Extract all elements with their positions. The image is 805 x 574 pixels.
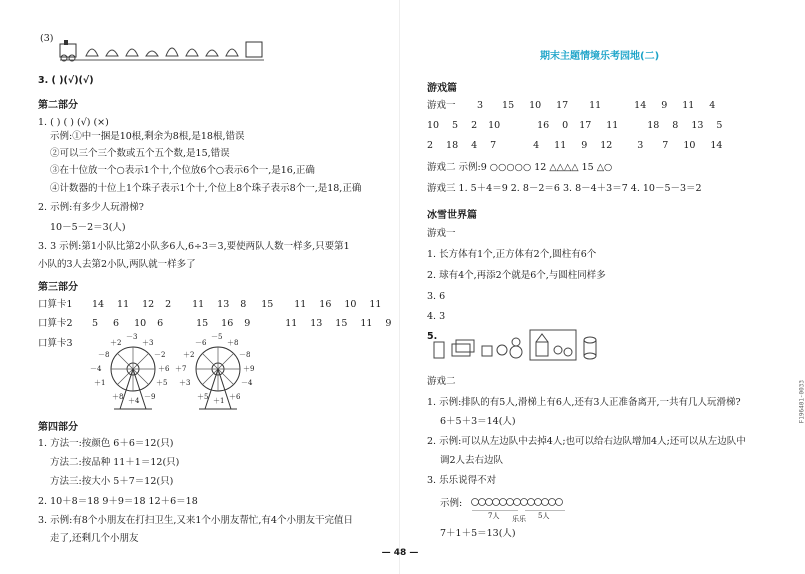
card1-value: 11 [192,299,205,310]
s2-item-1c: ③在十位放一个○表示1个十,个位放6个○表示6个一,是16,正确 [50,165,315,176]
section-3-heading: 第三部分 [38,282,78,293]
game1-value: 10 [427,120,440,131]
card2-value: 11 [285,318,298,329]
card2-value: 6 [157,318,164,329]
game1-value: 17 [579,120,592,131]
answer-3: 3. ( )(√)(√) [38,75,94,86]
wheel1-label: －2 [154,351,166,359]
card2-values [92,318,405,329]
ice2-item-2b: 调2人去右边队 [440,455,504,466]
game1-value: 2 [471,120,478,131]
card1-value: 8 [240,299,247,310]
card2-value: 9 [385,318,392,329]
wheel1-label: ＋2 [110,339,122,347]
card2-value: 16 [221,318,234,329]
queue-circles-image [470,496,568,508]
ferris-wheel-1 [90,335,176,413]
card2-value: 15 [196,318,209,329]
s2-item-3: 3. 3 示例:第1小队比第2小队多6人,6÷3＝3,要使两队人数一样多,只要第1 [38,241,350,252]
section-4-heading: 第四部分 [38,422,78,433]
card1-value: 14 [92,299,105,310]
game1-value: 11 [606,120,619,131]
wheel1-label: －8 [98,351,110,359]
wheel1-label: ＋4 [128,397,140,405]
game1-row2 [427,120,730,131]
s4-item-1c: 方法三:按大小 5＋7＝12(只) [50,476,174,487]
wheel1-label: ＋8 [112,393,124,401]
game1-value: 14 [710,140,723,151]
game1-value: 11 [554,140,567,151]
s2-item-1d: ④计数器的十位上1个珠子表示1个十,个位上8个珠子表示8个一,是18,正确 [50,183,362,194]
s2-item-2a: 10－5－2＝3(人) [50,222,126,233]
ice-game2-label: 游戏二 [427,376,456,387]
game1-value: 17 [556,100,569,111]
card3-label: 口算卡3 [38,338,73,349]
game1-value: 0 [562,120,569,131]
ice-item-4: 4. 3 [427,311,446,322]
s2-item-1: 1. ( ) ( ) (√) (×) [38,117,109,128]
game2-line: 游戏二 示例:9 ○○○○○ 12 △△△△ 15 △○ [427,162,613,173]
game1-value: 3 [477,100,484,111]
card1-value: 12 [142,299,155,310]
card1-value: 11 [369,299,382,310]
game1-value: 4 [471,140,478,151]
s4-item-2: 2. 10＋8＝18 9＋9＝18 12＋6＝18 [38,496,198,507]
item-3-label: (3) [40,33,54,44]
wheel2-label: －5 [211,333,223,341]
card2-value: 5 [92,318,99,329]
card1-value: 2 [165,299,172,310]
game1-value: 4 [533,140,540,151]
wheel2-label: －8 [239,351,251,359]
solid-shapes-image [432,328,602,362]
wheel1-label: －4 [90,365,102,373]
game1-value: 5 [452,120,459,131]
card1-value: 10 [344,299,357,310]
ice2-item-2: 2. 示例:可以从左边队中去掉4人;也可以给右边队增加4人;还可以从左边队中 [427,436,746,447]
card1-value: 15 [261,299,274,310]
s4-item-3b: 走了,还剩几个小朋友 [50,533,139,544]
wheel1-label: －9 [144,393,156,401]
card2-value: 10 [134,318,147,329]
ice-game1-label: 游戏一 [427,228,456,239]
wheel2-label: ＋9 [243,365,255,373]
game1-row3 [427,140,726,151]
s2-item-2: 2. 示例:有多少人玩滑梯? [38,202,144,213]
queue-label-5: 5人 [538,512,550,520]
wheel2-label: －4 [241,379,253,387]
card2-value: 15 [335,318,348,329]
wheel1-label: ＋1 [94,379,106,387]
wheel1-label: ＋3 [142,339,154,347]
game1-value: 12 [600,140,613,151]
wheel2-label: ＋7 [175,365,187,373]
s2-item-3b: 小队的3人去第2小队,两队就一样多了 [38,259,196,270]
card1-label: 口算卡1 [38,299,73,310]
ice2-item-1: 1. 示例:排队的有5人,滑梯上有6人,还有3人正准备离开,一共有几人玩滑梯? [427,397,741,408]
game1-value: 18 [446,140,459,151]
game1-value: 10 [488,120,501,131]
game1-value: 8 [672,120,679,131]
card2-value: 9 [244,318,251,329]
wheel2-label: ＋1 [213,397,225,405]
wheel2-label: －6 [195,339,207,347]
ice2-item-3b: 7＋1＋5＝13(人) [440,528,516,539]
card2-label: 口算卡2 [38,318,73,329]
page-number: — 48 — [381,548,419,558]
ice-item-3: 3. 6 [427,291,446,302]
game1-value: 7 [662,140,669,151]
ice2-item-3: 3. 乐乐说得不对 [427,475,497,486]
card2-value: 13 [310,318,323,329]
game1-value: 16 [537,120,550,131]
game1-value: 14 [634,100,647,111]
game1-value: 11 [589,100,602,111]
game1-value: 2 [427,140,434,151]
card1-value: 11 [117,299,130,310]
ice-item-1: 1. 长方体有1个,正方体有2个,圆柱有6个 [427,249,597,260]
s4-item-3: 3. 示例:有8个小朋友在打扫卫生,又来1个小朋友帮忙,有4个小朋友干完值日 [38,515,353,526]
ice2-example-label: 示例: [440,498,463,509]
card1-value: 13 [217,299,230,310]
card1-value: 16 [319,299,332,310]
wheel2-label: ＋8 [227,339,239,347]
wheel2-label: ＋2 [183,351,195,359]
game1-value: 13 [691,120,704,131]
queue-label-lele: 乐乐 [512,515,526,523]
game1-value: 9 [661,100,668,111]
card1-value: 11 [294,299,307,310]
s2-item-1a: 示例:①中一捆是10根,剩余为8根,是18根,错误 [50,131,245,142]
s4-item-1: 1. 方法一:按颜色 6＋6＝12(只) [38,438,174,449]
game1-value: 5 [716,120,723,131]
game1-value: 10 [529,100,542,111]
wheel1-label: ＋6 [158,365,170,373]
wheel1-label: ＋5 [156,379,168,387]
card2-value: 11 [360,318,373,329]
game1-label: 游戏一 [427,100,456,111]
wheel2-label: ＋6 [229,393,241,401]
game1-value: 9 [581,140,588,151]
game1-value: 15 [502,100,515,111]
game1-row1 [477,100,723,111]
ice2-item-1b: 6＋5＋3＝14(人) [440,416,516,427]
ice-item-5: 5. [427,331,438,342]
section-2-heading: 第二部分 [38,100,78,111]
page-fold [399,0,400,574]
card1-values [92,299,389,310]
game1-value: 4 [709,100,716,111]
ice-section-heading: 冰雪世界篇 [427,210,477,221]
game1-value: 18 [647,120,660,131]
game1-value: 11 [682,100,695,111]
s4-item-1b: 方法二:按品种 11＋1＝12(只) [50,457,180,468]
s2-item-1b: ②可以三个三个数或五个五个数,是15,错误 [50,148,230,159]
wheel1-label: －3 [126,333,138,341]
wheel2-label: ＋5 [197,393,209,401]
ferris-wheel-2 [175,335,261,413]
card2-value: 6 [113,318,120,329]
game-section-heading: 游戏篇 [427,83,457,94]
ice-item-2: 2. 球有4个,再添2个就是6个,与圆柱同样多 [427,270,606,281]
game1-value: 7 [490,140,497,151]
animal-train-image [58,38,268,62]
side-code: F196401-0033 [798,380,805,424]
game1-value: 3 [637,140,644,151]
game3-line: 游戏三 1. 5＋4＝9 2. 8－2＝6 3. 8－4＋3＝7 4. 10－5－3＝2 [427,183,702,194]
wheel2-label: ＋3 [179,379,191,387]
page-title: 期末主题情境乐考园地(二) [540,51,660,62]
queue-label-7: 7人 [488,512,500,520]
game1-value: 10 [683,140,696,151]
